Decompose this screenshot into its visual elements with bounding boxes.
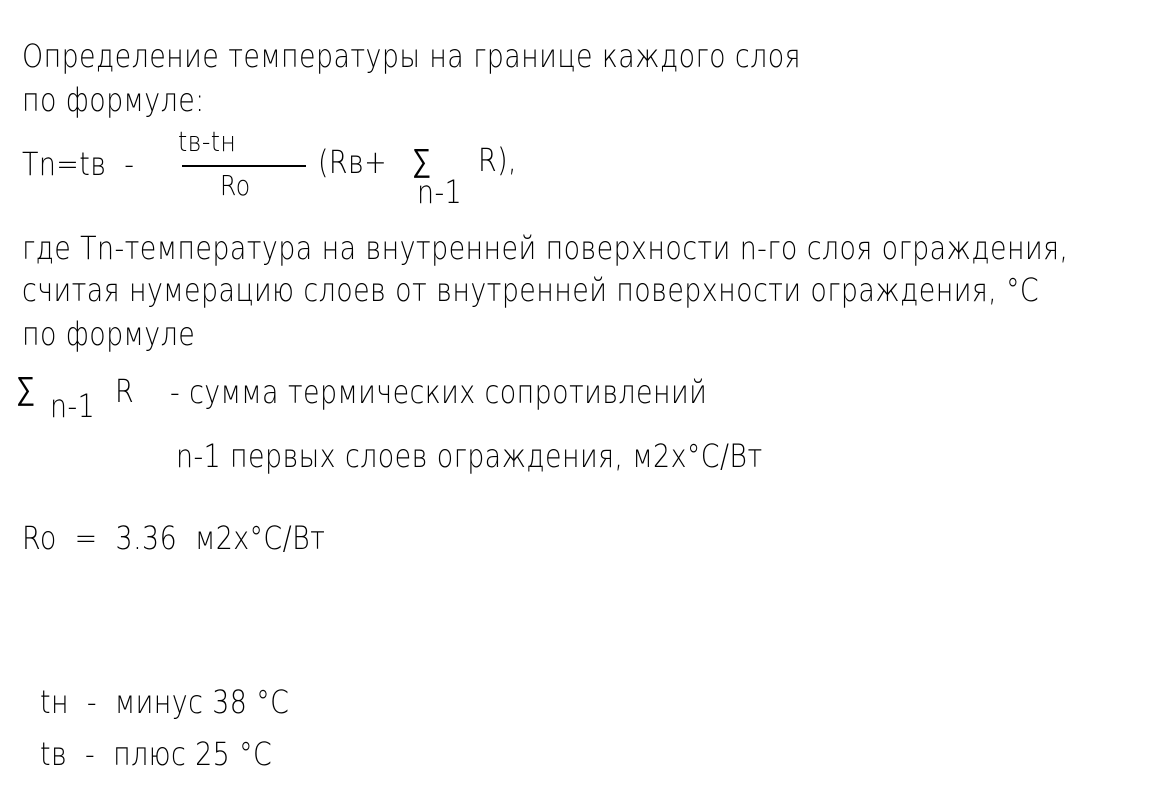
formula-numerator: tв-tн [178,125,237,158]
sum-text-line-2: n-1 первых слоев ограждения, м2х°С/Вт [176,437,763,475]
definition-line-3: по формуле [22,315,196,353]
fraction-bar [182,165,306,167]
sum-sigma-symbol: ∑ [16,369,36,407]
ro-value: Ro = 3.36 м2х°С/Вт [22,519,326,557]
definition-line-2: считая нумерацию слоев от внутренней поверхности ограждения, °С [22,271,1040,309]
sum-text: - сумма термических сопротивлений [170,373,708,411]
sum-r: R [115,372,135,410]
formula-lhs: Tn=tв - [22,145,135,183]
formula-denominator: Ro [220,169,251,202]
formula-tail: R), [478,141,517,179]
heading-line-2: по формуле: [22,81,205,119]
outdoor-temperature: tн - минус 38 °С [40,683,290,721]
sigma-subscript: n-1 [417,173,463,211]
definition-line-1: где Tn-температура на внутренней поверхности n-го слоя ограждения, [22,229,1069,267]
formula-paren-open: (Rв+ [318,143,388,181]
sum-subscript: n-1 [50,387,96,425]
sigma-symbol: ∑ [412,141,432,179]
indoor-temperature: tв - плюс 25 °С [40,735,273,773]
heading-line-1: Определение температуры на границе каждого слоя [22,37,801,75]
